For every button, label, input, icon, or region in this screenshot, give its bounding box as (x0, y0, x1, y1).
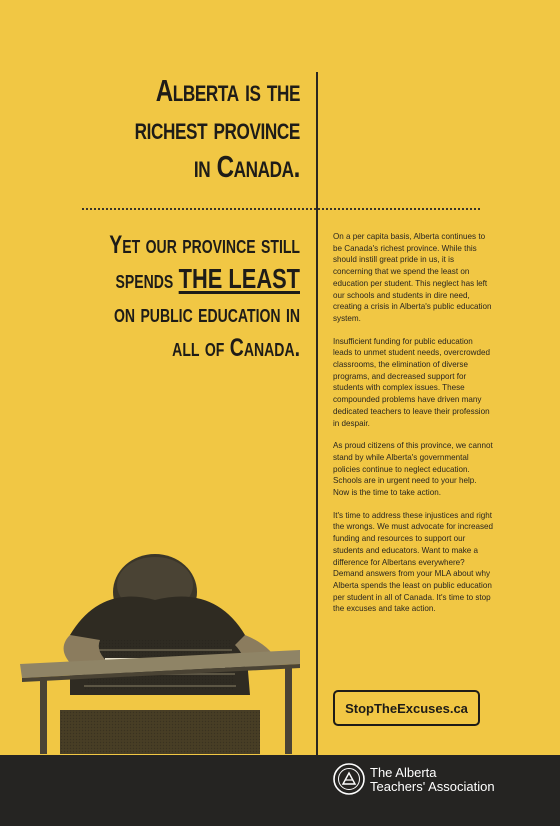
association-name (370, 766, 550, 794)
stop-the-excuses-link[interactable]: StopTheExcuses.ca (333, 690, 480, 726)
subhead-line-1: Yet our province still (109, 231, 300, 259)
subhead-line-4: all of Canada. (172, 334, 300, 362)
ata-seal-icon (333, 763, 365, 795)
subhead-line-3: on public education in (113, 300, 301, 328)
body-paragraph-1: On a per capita basis, Alberta continues to be Canada's richest province. While this should instill great pride in us, it is concerning that we spend the least on education per student. This neglect has left our schools and students in dire need, creating a crisis in Alberta's public education system. (333, 232, 492, 323)
headline-line-1: Alberta is the (155, 73, 300, 108)
headline (113, 72, 300, 186)
association-name-line-1: The Alberta (370, 765, 437, 780)
student-at-desk-photo (0, 540, 316, 754)
association-name-line-2: Teachers' Association (370, 779, 495, 794)
vertical-divider (316, 72, 318, 755)
subhead-line-2 (97, 262, 300, 297)
body-paragraph-2: Insufficient funding for public education leads to unmet student needs, overcrowded classrooms, the elimination of diverse programs, and decreased support for students with complex issues. These compounded problems have driven many dedicated teachers to leave their profession in despair. (333, 336, 491, 428)
subhead-emphasis: THE LEAST (178, 263, 300, 294)
body-paragraph-3: As proud citizens of this province, we cannot stand by while Alberta's governmental policies continue to neglect education. Schools are in urgent need to your help. Now is the time to take action. (333, 441, 493, 498)
body-paragraph-4: It's time to address these injustices and right the wrongs. We must advocate for increased funding and resources to support our students and educators. Want to make a difference for Albertans everywhere? Demand answers from your MLA about why Alberta spends the least on public education per student in all of Canada. It's time to stop the excuses and take action. (333, 510, 494, 614)
subhead (97, 228, 300, 365)
subhead-line-2-pre: spends (115, 266, 179, 294)
headline-line-3: in Canada. (193, 149, 300, 184)
headline-line-2: richest province (134, 111, 300, 146)
body-copy (333, 231, 493, 626)
dotted-divider (82, 208, 480, 210)
